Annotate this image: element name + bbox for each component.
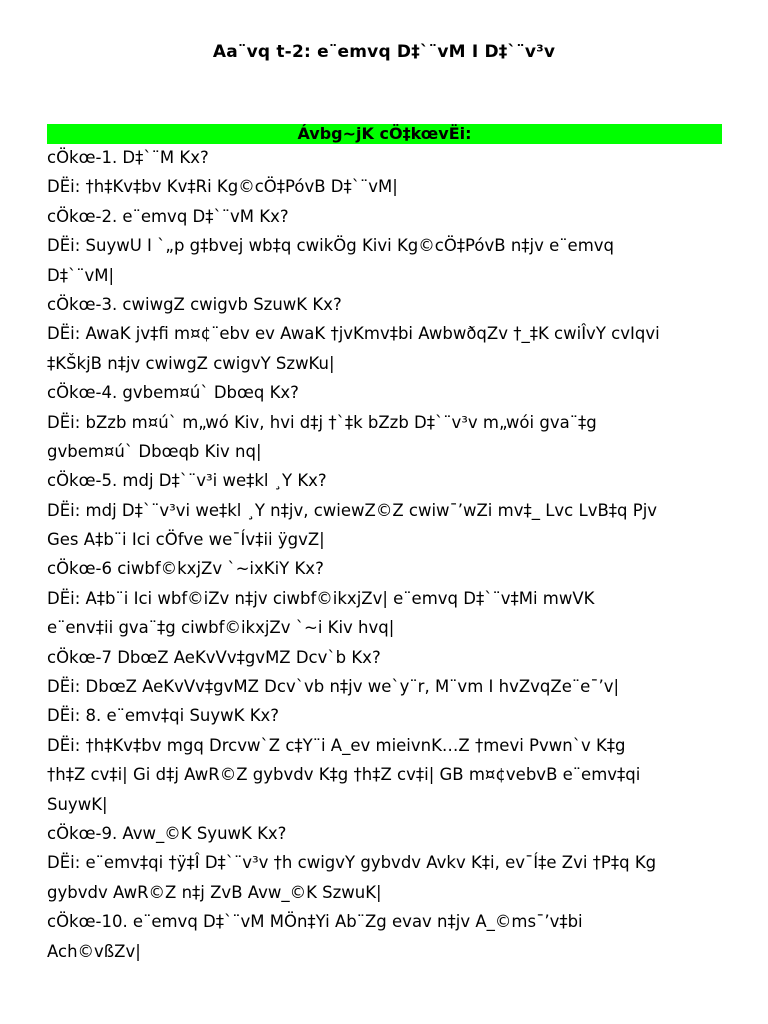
text-line: cÖkœ-5. mdj D‡`¨v³i we‡kl ¸Y Kx?	[47, 471, 327, 491]
text-line: DËi: e¨emv‡qi †ÿ‡Î D‡`¨v³v †h cwigvY gybvdv Avkv K‡i, ev¯Í‡e Zvi †P‡q Kg	[47, 853, 657, 873]
text-line: gvbem¤ú` Dbœqb Kiv nq|	[47, 441, 262, 461]
text-line: cÖkœ-4. gvbem¤ú` Dbœq Kx?	[47, 383, 299, 403]
chapter-title: Aa¨vq t-2: e¨emvq D‡`¨vM I D‡`¨v³v	[212, 42, 556, 62]
text-line: DËi: 8. e¨emv‡qi SuywK Kx?	[47, 706, 280, 726]
text-line: D‡`¨vM|	[47, 265, 115, 285]
section-heading: Ávbg~jK cÖ‡kœvËi:	[47, 124, 722, 144]
text-line: cÖkœ-7 DbœZ AeKvVv‡gvMZ Dcv`b Kx?	[47, 647, 381, 667]
text-line: DËi: †h‡Kv‡bv Kv‡Ri Kg©cÖ‡PóvB D‡`¨vM|	[47, 177, 398, 197]
text-line: Ges A‡b¨i Ici cÖfve we¯Ív‡ii ÿgvZ|	[47, 530, 325, 550]
text-line: cÖkœ-1. D‡`¨M Kx?	[47, 148, 209, 167]
text-line: DËi: bZzb m¤ú` m„wó Kiv, hvi d‡j †`‡k bZzb D‡`¨v³v m„wói gva¨‡g	[47, 412, 597, 432]
text-line: DËi: mdj D‡`¨v³vi we‡kl ¸Y n‡jv, cwiewZ©Z cwiw¯’wZi mv‡_ Lvc LvB‡q Pjv	[47, 500, 658, 520]
text-line: DËi: AwaK jv‡fi m¤¢¨ebv ev AwaK †jvKmv‡bi AwbwðqZv †_‡K cwiÎvY cvIqvi	[47, 324, 660, 344]
text-line: †h‡Z cv‡i| Gi d‡j AwR©Z gybvdv K‡g †h‡Z cv‡i| GB m¤¢vebvB e¨emv‡qi	[47, 765, 641, 785]
text-line: e¨env‡ii gva¨‡g ciwbf©ikxjZv `~i Kiv hvq|	[47, 618, 395, 638]
text-line: DËi: A‡b¨i Ici wbf©iZv n‡jv ciwbf©ikxjZv| e¨emvq D‡`¨v‡Mi mwVK	[47, 588, 595, 608]
text-line: cÖkœ-2. e¨emvq D‡`¨vM Kx?	[47, 206, 289, 226]
text-line: cÖkœ-6 ciwbf©kxjZv `~ixKiY Kx?	[47, 559, 324, 579]
text-line: cÖkœ-9. Avw_©K SyuwK Kx?	[47, 823, 287, 843]
text-line: DËi: SuywU I `„p g‡bvej wb‡q cwikÖg Kivi Kg©cÖ‡PóvB n‡jv e¨emvq	[47, 236, 615, 256]
text-line: gybvdv AwR©Z n‡j ZvB Avw_©K SzwuK|	[47, 882, 382, 902]
text-line: DËi: DbœZ AeKvVv‡gvMZ Dcv`vb n‡jv we`y¨r, M¨vm I hvZvqZe¨e¯’v|	[47, 677, 620, 697]
text-line: cÖkœ-10. e¨emvq D‡`¨vM MÖn‡Yi Ab¨Zg evav n‡jv A_©ms¯’v‡bi	[47, 912, 583, 932]
qa-content	[47, 143, 727, 966]
text-line: SuywK|	[47, 794, 108, 814]
text-line: Ach©vßZv|	[47, 941, 141, 961]
text-line: cÖkœ-3. cwiwgZ cwigvb SzuwK Kx?	[47, 294, 342, 314]
text-line: DËi: †h‡Kv‡bv mgq Drcvw`Z c‡Y¨i A_ev mieivnK…Z †mevi Pvwn`v K‡g	[47, 735, 626, 755]
text-line: ‡KŠkjB n‡jv cwiwgZ cwigvY SzwKu|	[47, 353, 335, 373]
